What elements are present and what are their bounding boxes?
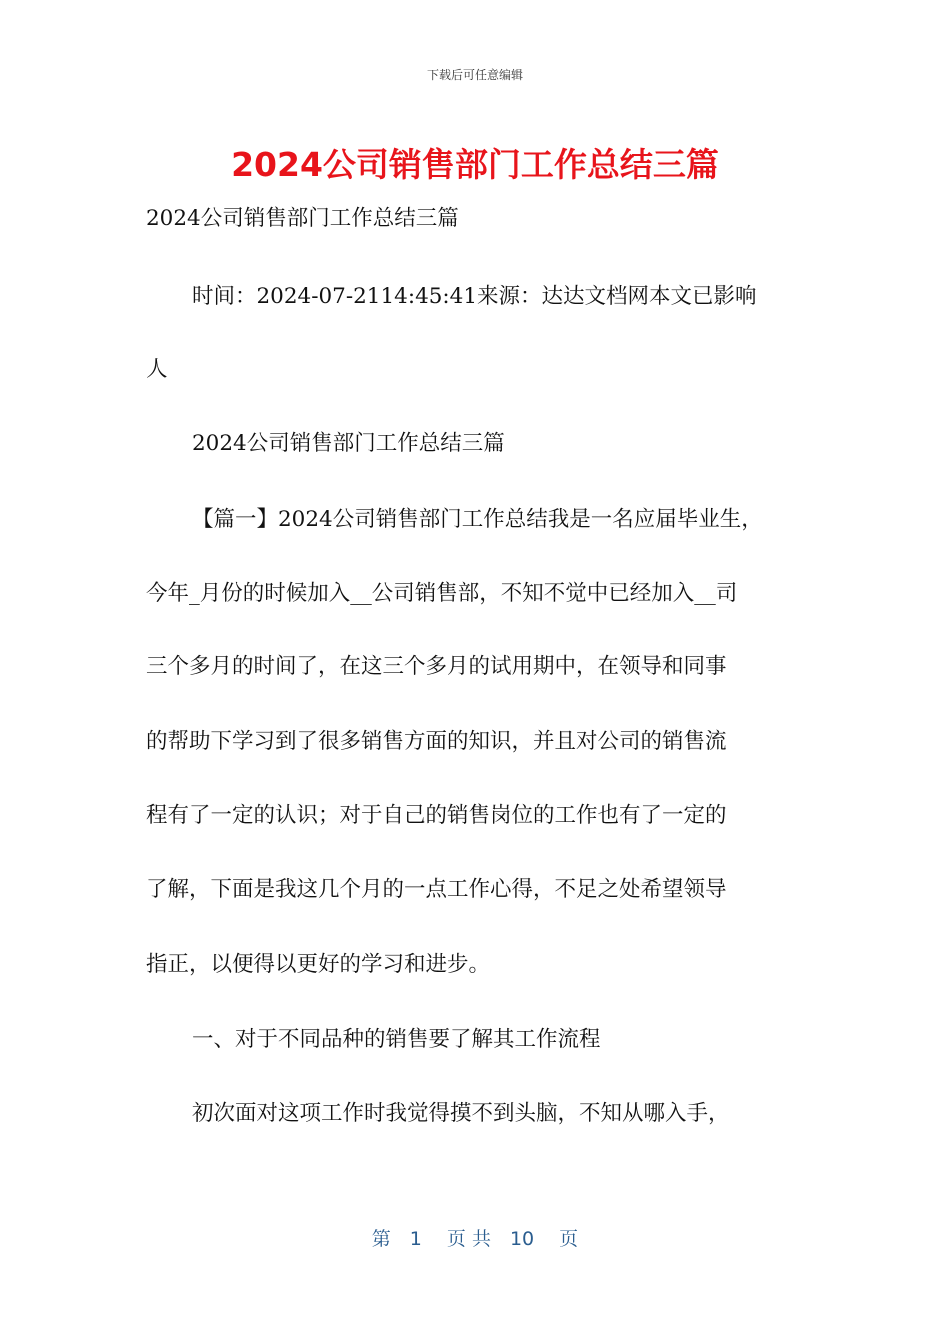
- paragraph-line: 【篇一】2024公司销售部门工作总结我是一名应届毕业生，: [192, 507, 763, 532]
- paragraph-line: 的帮助下学习到了很多销售方面的知识，并且对公司的销售流: [146, 729, 727, 754]
- paragraph-line: 指正，以便得以更好的学习和进步。: [146, 952, 491, 977]
- subtitle-line: 2024公司销售部门工作总结三篇: [146, 206, 459, 231]
- page-number-footer: 第 1 页 共 10 页: [371, 1228, 579, 1250]
- page-header-note: 下载后可任意编辑: [426, 68, 523, 82]
- meta-line: 时间：2024-07-2114:45:41来源：达达文档网本文已影响: [192, 284, 757, 309]
- paragraph-line: 了解，下面是我这几个月的一点工作心得，不足之处希望领导: [146, 877, 727, 902]
- paragraph-line: 程有了一定的认识；对于自己的销售岗位的工作也有了一定的: [146, 803, 727, 828]
- paragraph-line: 初次面对这项工作时我觉得摸不到头脑，不知从哪入手，: [192, 1101, 730, 1126]
- section-heading: 2024公司销售部门工作总结三篇: [192, 431, 505, 456]
- meta-line-continued: 人: [146, 357, 168, 382]
- paragraph-line: 三个多月的时间了，在这三个多月的试用期中，在领导和同事: [146, 654, 727, 679]
- subsection-heading: 一、对于不同品种的销售要了解其工作流程: [192, 1027, 601, 1052]
- paragraph-line: 今年_月份的时候加入__公司销售部，不知不觉中已经加入__司: [146, 581, 738, 606]
- document-title: 2024公司销售部门工作总结三篇: [231, 145, 719, 184]
